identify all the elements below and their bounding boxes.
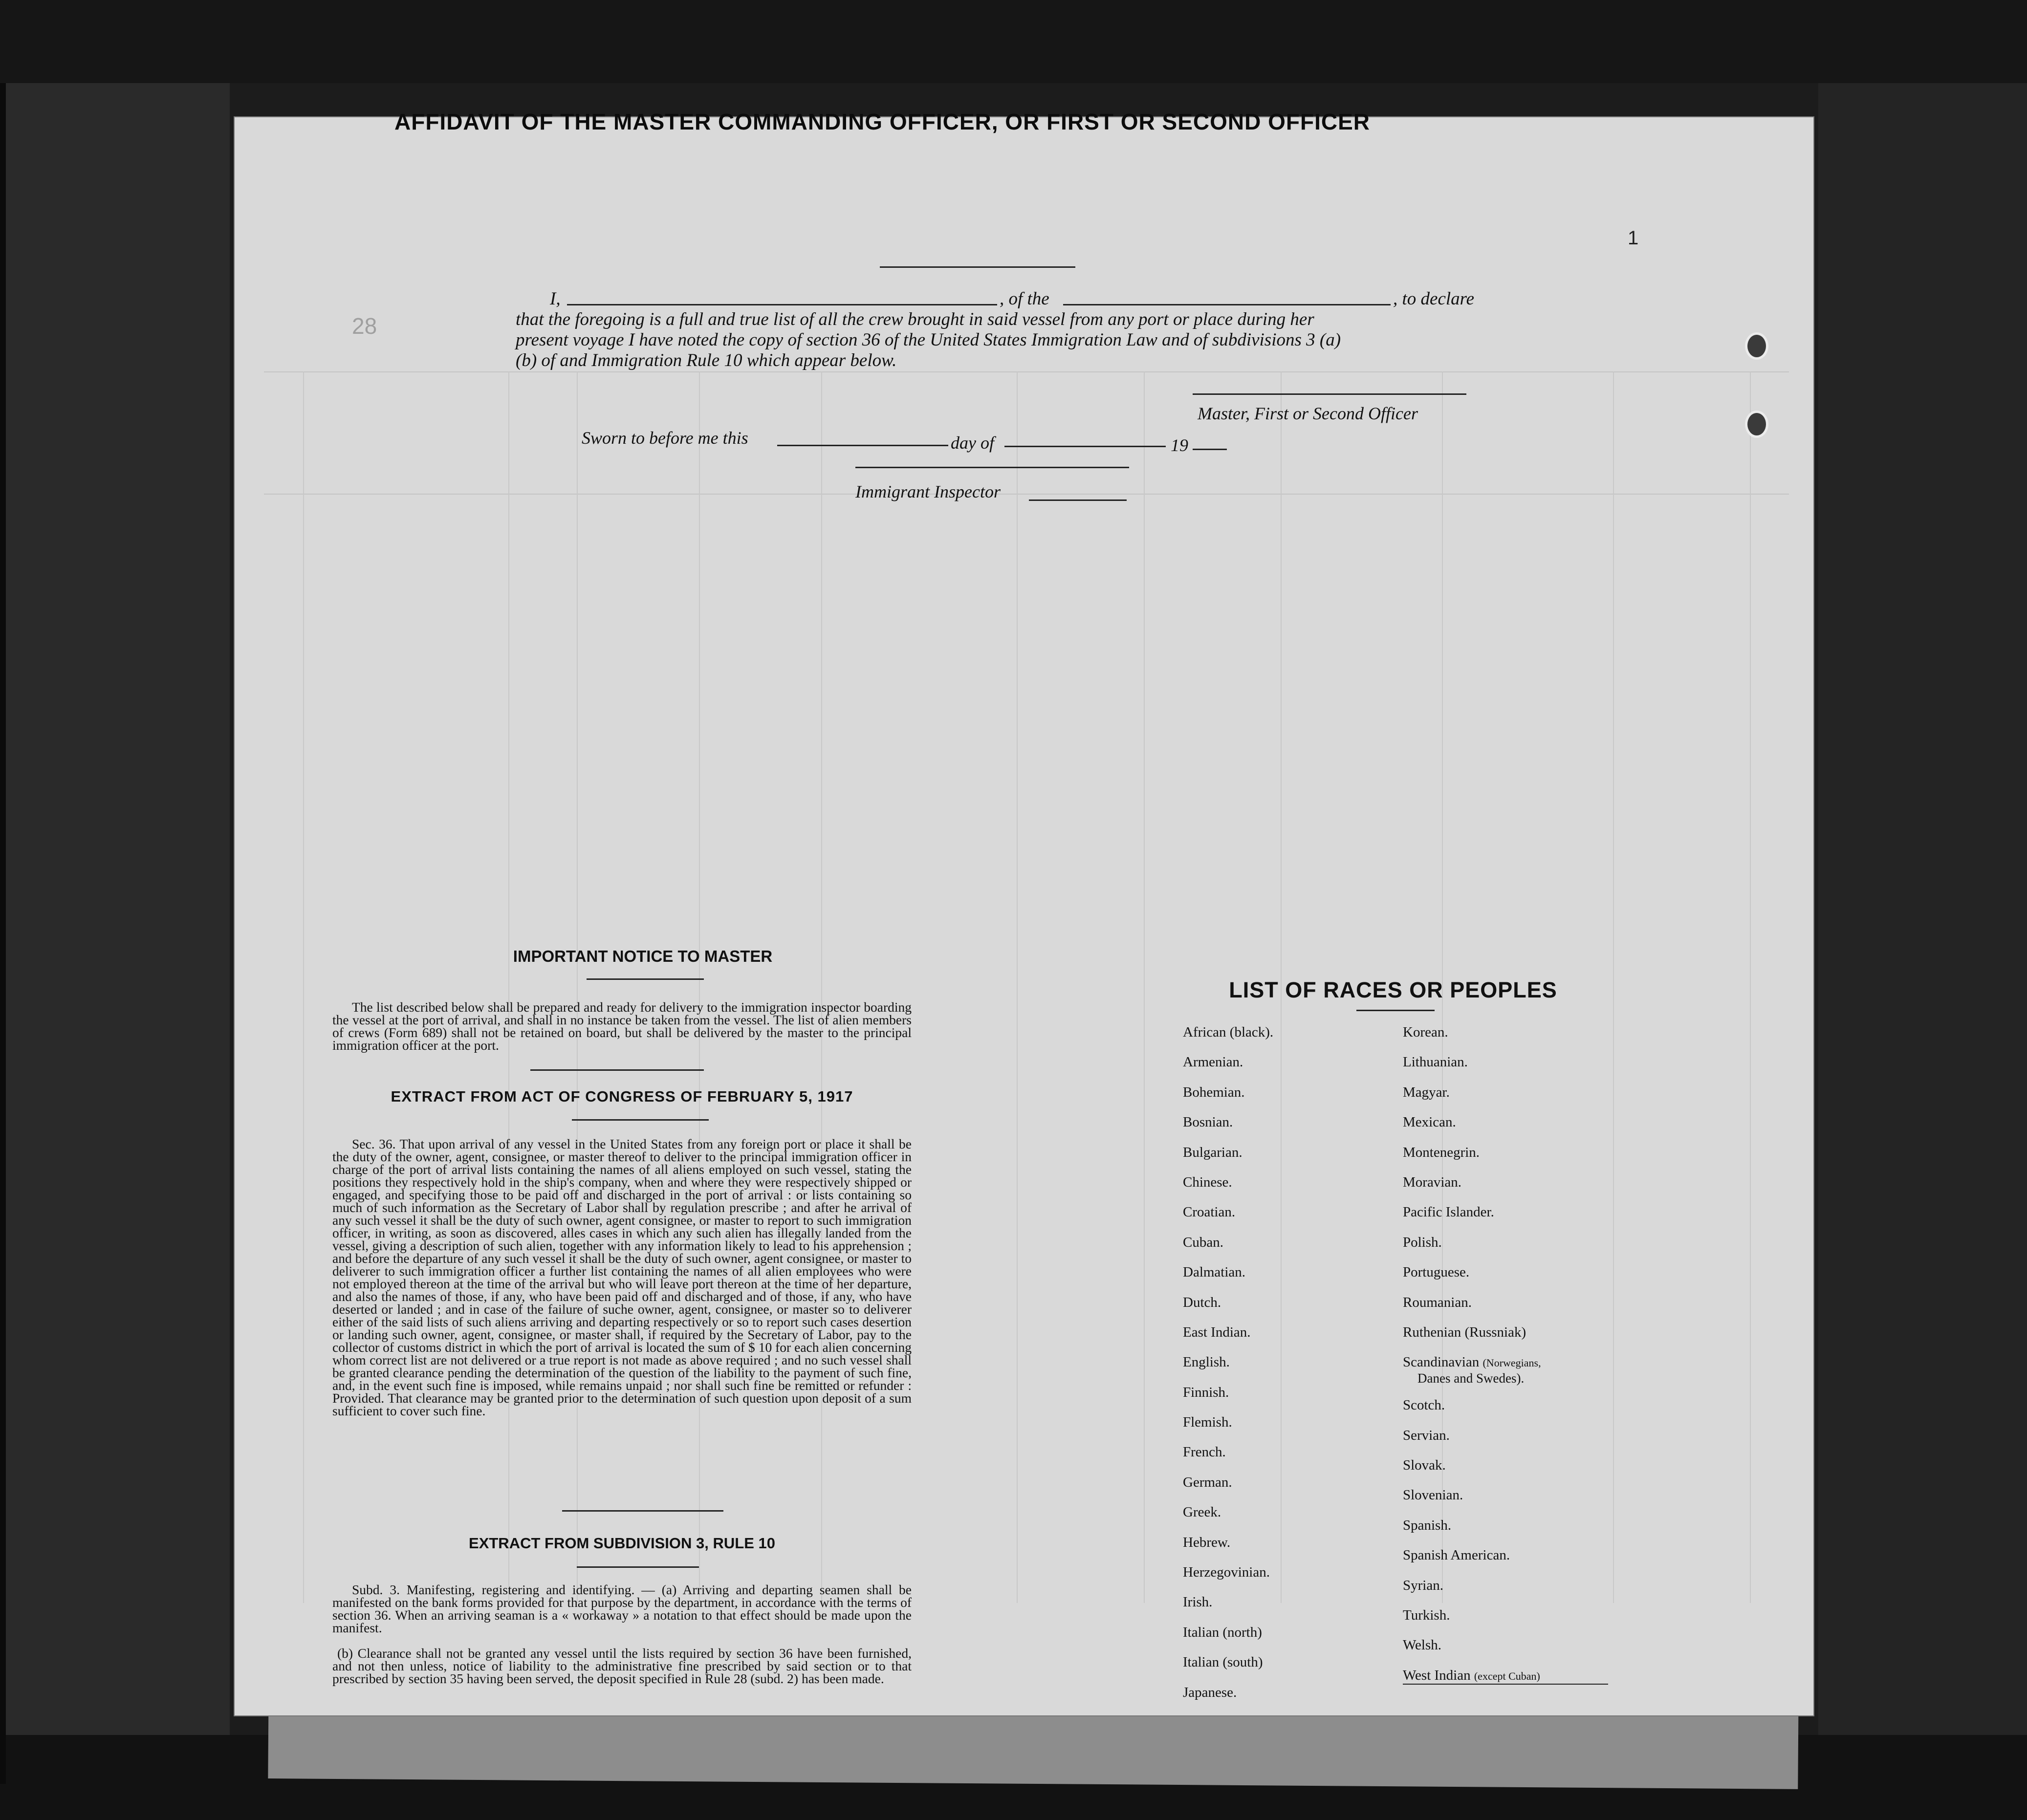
race-label: Scandinavian (1403, 1354, 1480, 1370)
act-title: EXTRACT FROM ACT OF CONGRESS OF FEBRUARY 5, 1917 (391, 1088, 853, 1105)
notice-rule (587, 978, 704, 980)
race-item: English. (1183, 1354, 1230, 1370)
corner-mark: 1 (1628, 227, 1639, 249)
races-left-list (1183, 1024, 1273, 1714)
race-item-west-indian (1403, 1668, 1541, 1697)
name-line (567, 304, 997, 305)
title-rule (880, 266, 1075, 268)
punch-hole (1745, 411, 1768, 438)
race-item: Syrian. (1403, 1577, 1443, 1593)
declaration-line: that the foregoing is a full and true list of all the crew brought in said vessel from any port or place during her (516, 309, 1314, 329)
race-item: Bohemian. (1183, 1084, 1245, 1100)
race-item: Bosnian. (1183, 1114, 1233, 1130)
notice-title: IMPORTANT NOTICE TO MASTER (513, 947, 773, 965)
ghost-table-rule (303, 371, 304, 1603)
races-rule (1356, 1010, 1435, 1011)
race-item: Scotch. (1403, 1397, 1445, 1413)
master-signature-label: Master, First or Second Officer (1198, 404, 1418, 423)
scan-background-left (0, 83, 230, 1784)
race-item: Japanese. (1183, 1684, 1237, 1700)
affidavit-i: I, (550, 289, 561, 309)
race-label: West Indian (1403, 1667, 1471, 1683)
vessel-line (1063, 304, 1391, 305)
rule-text-b: (b) Clearance shall not be granted any vessel until the lists required by section 36 have been furnished, and not then unless, notice of liability to the administrative fine prescribed by said section or to that prescribed by section 35 having been served, the deposit specified in Rule 28 (subd. 2) has been made. (332, 1646, 912, 1686)
race-item: African (black). (1183, 1024, 1274, 1040)
signature-line (1193, 393, 1466, 395)
races-title: LIST OF RACES OR PEOPLES (1229, 977, 1557, 1002)
race-item: Pacific Islander. (1403, 1204, 1494, 1220)
race-item: Italian (south) (1183, 1654, 1263, 1670)
race-note: (Norwegians, (1482, 1357, 1541, 1369)
race-item: Irish. (1183, 1594, 1213, 1610)
race-note: (except Cuban) (1474, 1669, 1540, 1682)
race-item: Croatian. (1183, 1204, 1236, 1220)
act-text: Sec. 36. That upon arrival of any vessel in the United States from any foreign port or place it shall be the duty of the owner, agent, consignee, or master thereof to deliver to the principal immigration officer in charge of the port of arrival lists containing the names of all aliens employed on such vessel, stating the positions they respectively hold in the ship's company, when and where they were respectively shipped or engaged, and specifying those to be paid off and discharged in the port of arrival : or lists containing so much of such information as the Secretary of Labor shall by regulation prescribe ; and after he arrival of any such vessel it shall be the duty of such owner, agent consignee, or master to report to such immigration officer, in writing, as soon as discovered, alles cases in which any such alien has illegally landed from the vessel, giving a description of such alien, together with any information likely to lead to his apprehension ; and before the departure of any such vessel it shall be the duty of such owner, agent consignee, or master to deliverer to such immigration officer a further list containing the names of all alien employees who were not employed thereon at the time of the arrival but who will leave port thereon at the time of her departure, and also the names of those, if any, who have been paid off and discharged and of those, if any, who have deserted or landed ; and in case of the failure of suche owner, agent, consignee, or master so to deliverer either of the said lists of such aliens arriving and departing respectively or so to report such cases desertion or landing such owner, agent, consignee, or master shall, if required by the Secretary of Labor, pay to the collector of customs district in which the port of arrival is located the sum of $ 10 for each alien concerning whom correct list are not delivered or a true report is not made as above required ; and no such vessel shall be granted clearance pending the determination of the question of the liability to the payment of such fine, and, in the event such fine is imposed, while remains unpaid ; nor shall such fine be remitted or refunder : Provided. That clearance may be granted prior to the determination of such question upon deposit of a sum sufficient to cover such fine. (332, 1136, 912, 1418)
ghost-table-rule (821, 371, 822, 1603)
ghost-table-rule (1144, 371, 1145, 1603)
inspector-line (855, 467, 1129, 468)
race-item: French. (1183, 1444, 1226, 1460)
act-end-rule (562, 1510, 723, 1512)
declaration-line: present voyage I have noted the copy of section 36 of the United States Immigration Law and of subdivisions 3 (a) (516, 330, 1341, 350)
notice-text: The list described below shall be prepared and ready for delivery to the immigration inspector boarding the vessel at the port of arrival, and shall in no instance be taken from the vessel. The list of alien members of crews (Form 689) shall not be retained on board, but shall be delivered by the master to the principal immigration officer at the port. (332, 999, 912, 1053)
race-item: Servian. (1403, 1427, 1450, 1443)
scan-background-top (0, 0, 2027, 83)
race-item: Greek. (1183, 1504, 1221, 1520)
day-of-label: day of (951, 433, 994, 453)
race-item: Portuguese. (1403, 1264, 1470, 1280)
race-item: Mexican. (1403, 1114, 1456, 1130)
race-item: Dutch. (1183, 1294, 1221, 1310)
race-item: Italian (north) (1183, 1624, 1262, 1640)
race-item: Roumanian. (1403, 1294, 1472, 1310)
race-item: Magyar. (1403, 1084, 1450, 1100)
race-item: Finnish. (1183, 1384, 1229, 1400)
ghost-table-rule (264, 371, 1789, 372)
race-item: Spanish. (1403, 1517, 1452, 1533)
race-item: Polish. (1403, 1234, 1442, 1250)
year-label: 19 (1171, 435, 1188, 455)
notice-end-rule (530, 1069, 704, 1071)
ghost-table-rule (1613, 371, 1614, 1603)
declaration-line: (b) of and Immigration Rule 10 which appear below. (516, 350, 897, 370)
races-end-rule (1403, 1684, 1608, 1685)
page-number: 28 (352, 313, 377, 339)
race-item: Turkish. (1403, 1607, 1450, 1624)
race-item: Flemish. (1183, 1414, 1232, 1430)
affidavit-to-declare: , to declare (1393, 289, 1475, 309)
race-item: Dalmatian. (1183, 1264, 1246, 1280)
year-line (1193, 449, 1227, 450)
affidavit-title: AFFIDAVIT OF THE MASTER COMMANDING OFFICER, OR FIRST OR SECOND OFFICER (394, 109, 1370, 134)
race-item: East Indian. (1183, 1324, 1251, 1340)
race-item-scandinavian (1403, 1354, 1541, 1397)
race-item: Moravian. (1403, 1174, 1461, 1190)
races-right-list (1403, 1024, 1541, 1697)
ghost-table-rule (508, 371, 509, 1603)
race-item: German. (1183, 1474, 1232, 1490)
rule-text-a: Subd. 3. Manifesting, registering and identifying. — (a) Arriving and departing seamen shall be manifested on the bank forms provided for that purpose by the department, in accordance with the terms of section 36. When an arriving seaman is a « workaway » a notation to that effect should be made upon the manifest. (332, 1582, 912, 1635)
race-item: Hebrew. (1183, 1534, 1231, 1550)
act-rule (572, 1119, 709, 1121)
document-page (235, 117, 1813, 1715)
rule-rule (577, 1566, 699, 1568)
race-item: Montenegrin. (1403, 1144, 1480, 1160)
film-edge (0, 83, 6, 1784)
rule-title: EXTRACT FROM SUBDIVISION 3, RULE 10 (469, 1535, 775, 1552)
ghost-table-rule (1750, 371, 1751, 1603)
ghost-table-rule (1017, 371, 1018, 1603)
race-item: Bulgarian. (1183, 1144, 1242, 1160)
race-item: Welsh. (1403, 1637, 1442, 1653)
punch-hole (1745, 332, 1768, 360)
race-item: Slovak. (1403, 1457, 1446, 1473)
race-item: Slovenian. (1403, 1487, 1463, 1503)
race-item: Korean. (1403, 1024, 1448, 1040)
ghost-table-rule (699, 371, 700, 1603)
race-item: Armenian. (1183, 1054, 1243, 1070)
date-line (777, 445, 948, 446)
race-item: Cuban. (1183, 1234, 1223, 1250)
inspector-label: Immigrant Inspector (855, 482, 1001, 501)
race-item: Herzegovinian. (1183, 1564, 1270, 1581)
month-line (1004, 446, 1166, 447)
affidavit-of-the: , of the (1000, 289, 1049, 309)
scan-background-right (1818, 83, 2027, 1784)
ghost-table-rule (577, 371, 578, 1603)
race-note: Danes and Swedes). (1417, 1371, 1525, 1386)
ghost-table-rule (264, 494, 1789, 495)
sworn-label: Sworn to before me this (582, 428, 748, 448)
race-item: Chinese. (1183, 1174, 1232, 1190)
inspector-sign-line (1029, 499, 1127, 501)
race-item: Spanish American. (1403, 1547, 1510, 1563)
race-item: Lithuanian. (1403, 1054, 1468, 1070)
race-item: Ruthenian (Russniak) (1403, 1324, 1526, 1340)
